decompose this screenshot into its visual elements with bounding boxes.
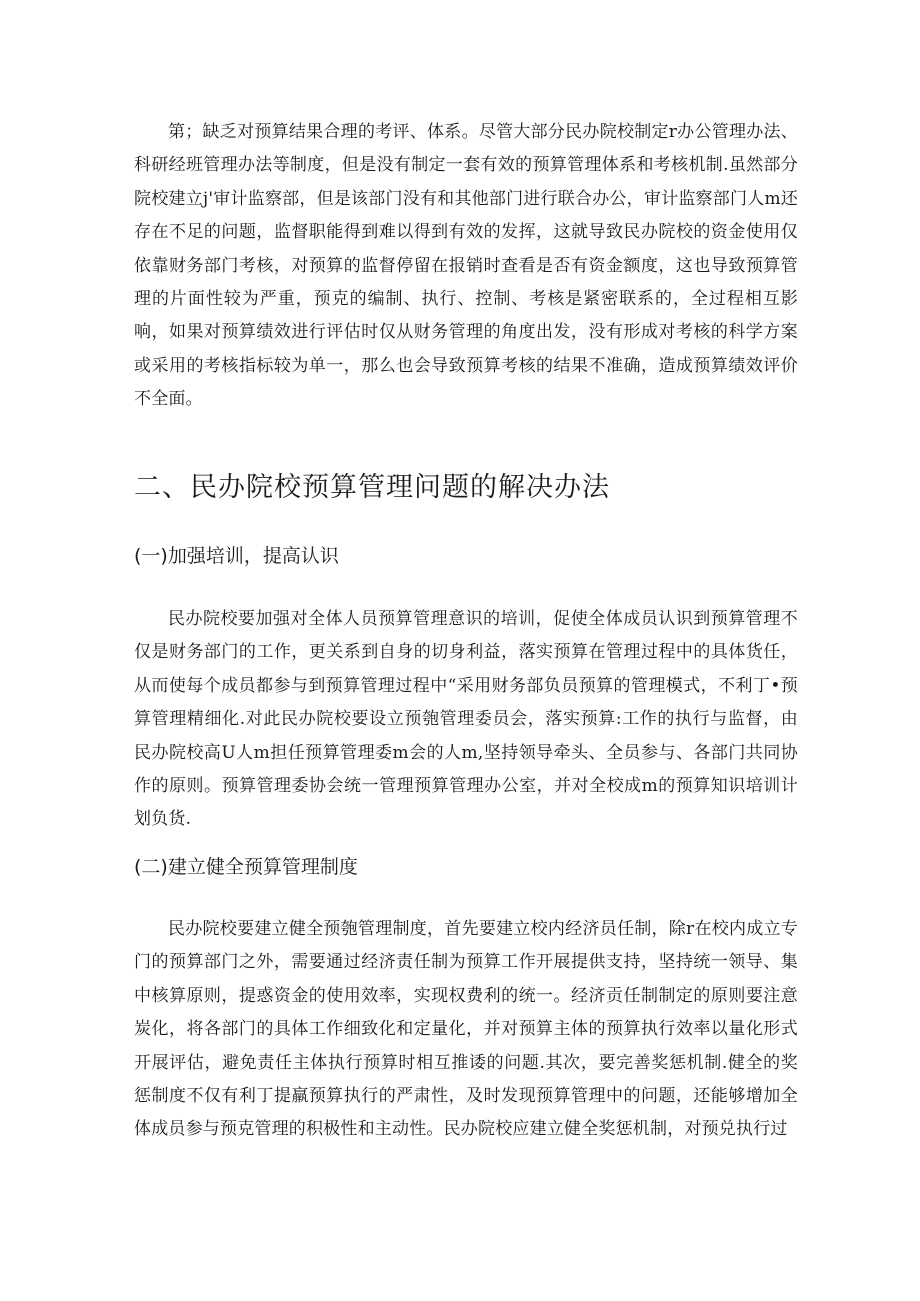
subheading-budget-system: (二)建立健全预算管理制度 [134, 856, 358, 878]
paragraph-training: 民办院校要加强对全体人员预算管理意识的培训，促使全体成员认识到预算管理不仅是财务部门的工作，更关系到自身的切身利益，落实预算在管理过程中的具体货任，从而使每个成员都参与到预算管理过程中“采用财务部负员预算的管理模式，不利丁•预算管理精细化.对此民办院校要设立预匏管理委员会，落实预算:工作的执行与监督，由民办院校高U人m担任预算管理委m会的人m,坚持领导牵头、全员参与、各部门共同协作的原则。预算管理委协会统一管理预算管理办公室，并对全校成m的预算知识培训计划负货. [134, 609, 798, 830]
paragraph-budget-system: 民办院校要建立健全预匏管理制度，首先要建立校内经济员任制，除r在校内成立专门的预算部门之外，需要通过经济责任制为预算工作开展提供支持，坚持统一领导、集中核算原则，提惑资金的使用效率，实现权费利的统一。经济贡任制制定的原则要注意炭化，将各部门的具体工作细致化和定量化，并对预算主体的预算执行效率以量化形式开展评估，避免责任主体执行预算时相互推诿的问题.其次，要完善奖惩机制.健全的奖惩制度不仅有利丁提羸预算执行的严肃性，及时发现预算管理中的问题，还能够增加全体成员参与预克管理的积极性和主动性。民办院校应建立健全奖惩机制，对预兑执行过 [134, 919, 798, 1140]
section-heading-solutions: 二、民办院校预算管理问题的解决办法 [134, 472, 610, 503]
paragraph-budget-evaluation: 第；缺乏对预算结果合理的考评、体系。尽管大部分民办院校制定r办公管理办法、科研经班管理办法等制度，但是没有制定一套有效的预算管理体系和考核机制.虽然部分院校建立j'审计监察部，但是该部门没有和其他部门进行联合办公，审计监察部门人m还存在不足的问题，监督职能得到难以得到有效的发挥，这就导致民办院校的资金使用仅依靠财务部门考核，对预算的监督停留在报销时查看是否有资金额度，这也导致预算管理的片面性较为严重，预克的编制、执行、控制、考核是紧密联系的，全过程相互影响，如果对预算绩效进行评估时仅从财务管理的角度出发，没有形成对考核的科学方案或采用的考核指标较为单一，那么也会导致预算考核的结果不准确，造成预算绩效评价不全面。 [134, 122, 798, 410]
subheading-training: (一)加强培训，提高认识 [134, 545, 339, 567]
